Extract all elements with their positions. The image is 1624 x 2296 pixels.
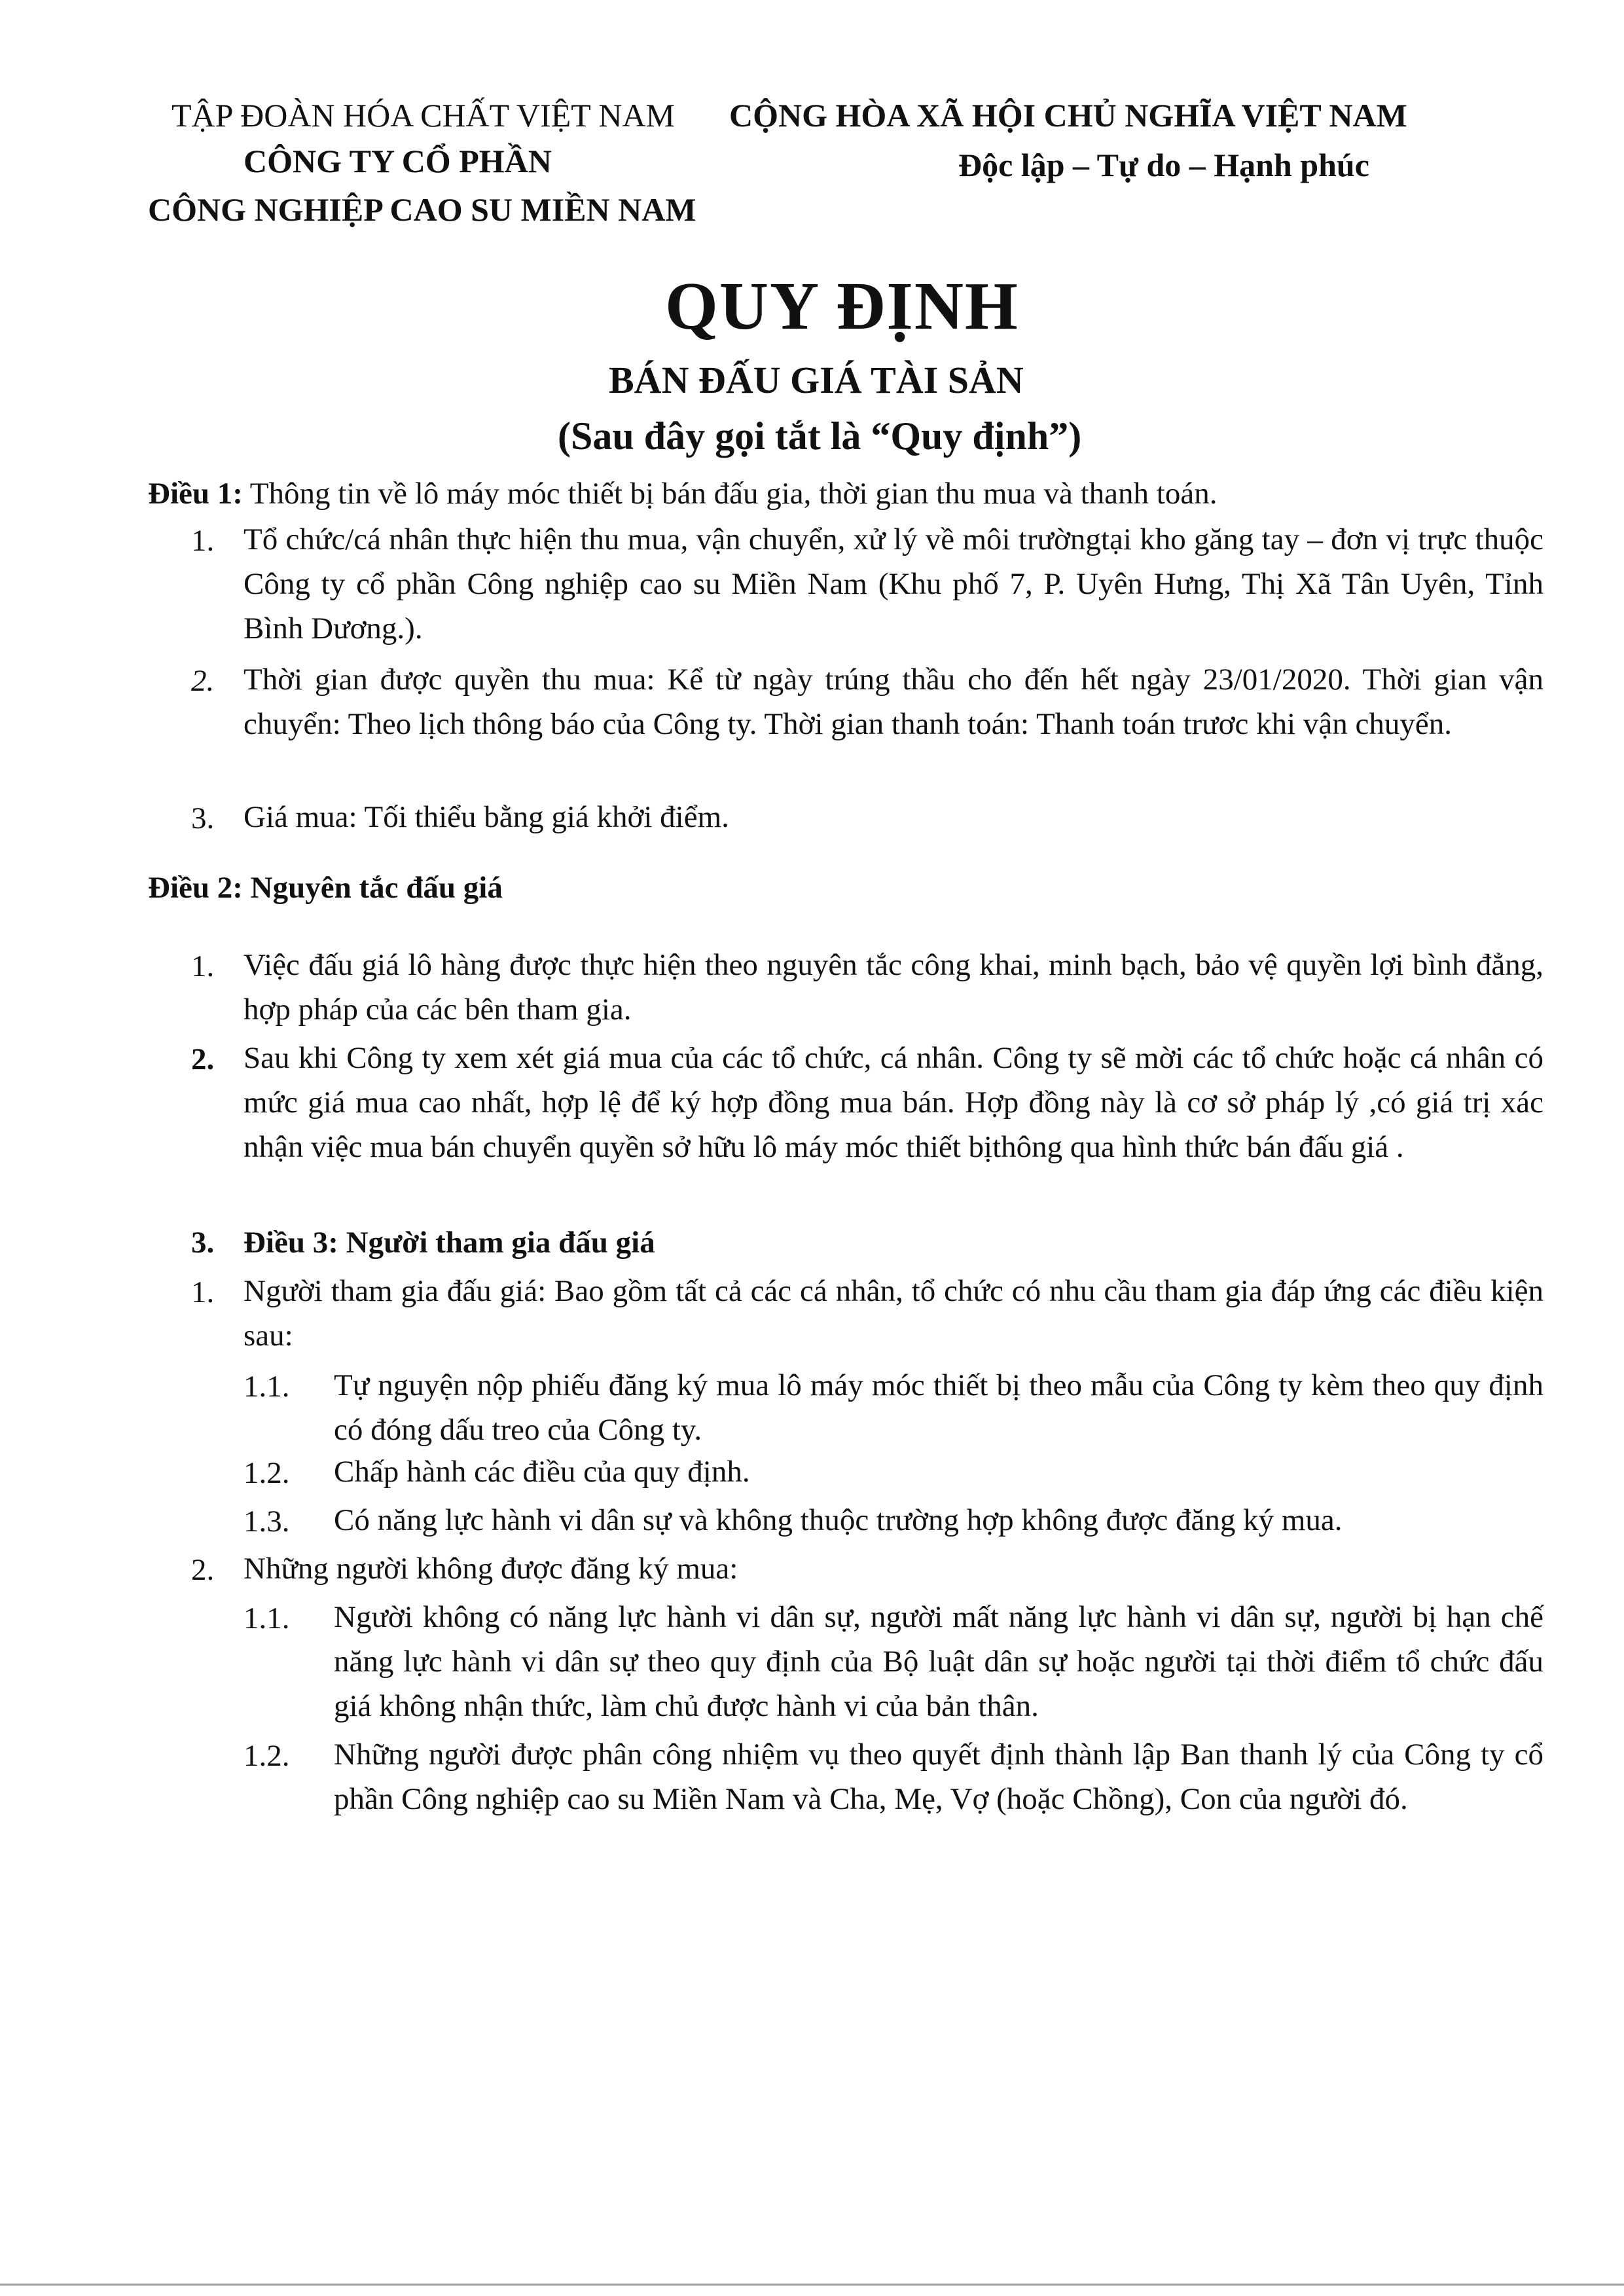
article-3-item-2-num: 2. [191,1553,215,1587]
article-2-item-1-text: Việc đấu giá lô hàng được thực hiện theo nguyên tắc công khai, minh bạch, bảo vệ quyền lợi bình đẳng, hợp pháp của các bên tham gia. [244,948,1543,1027]
article-2-item-1-num: 1. [191,949,215,983]
article-3-sub-1-1-text: Tự nguyện nộp phiếu đăng ký mua lô máy móc thiết bị theo mẫu của Công ty kèm theo quy định có đóng dấu treo của Công ty. [334,1368,1543,1447]
article-3-item-1-num: 1. [191,1275,215,1309]
article-2-item-2-text: Sau khi Công ty xem xét giá mua của các tổ chức, cá nhân. Công ty sẽ mời các tổ chức hoặc cá nhân có mức giá mua cao nhất, hợp lệ để ký hợp đồng mua bán. Hợp đồng này là cơ sở pháp lý ,có giá trị xác nhận việc mua bán chuyển quyền sở hữu lô máy móc thiết bịthông qua hình thức bán đấu giá . [244,1041,1543,1164]
article-3-sub-2-2-num: 1.2. [244,1739,290,1773]
article-3-sub-1-2-num: 1.2. [244,1456,290,1490]
article-3-heading: Điều 3: Người tham gia đấu giá [244,1226,655,1260]
article-2-heading: Điều 2: Nguyên tắc đấu giá [148,871,503,905]
agency-line: TẬP ĐOÀN HÓA CHẤT VIỆT NAM [171,97,676,134]
article-1-item-2-text: Thời gian được quyền thu mua: Kể từ ngày trúng thầu cho đến hết ngày 23/01/2020. Thời gian vận chuyển: Theo lịch thông báo của Công ty. Thời gian thanh toán: Thanh toán trươc khi vận chuyển. [244,663,1543,741]
document-subtitle: BÁN ĐẤU GIÁ TÀI SẢN [609,359,1024,401]
article-1-item-3-text: Giá mua: Tối thiểu bằng giá khởi điểm. [244,800,729,834]
article-1-item-2-num: 2. [191,664,215,698]
national-motto: Độc lập – Tự do – Hạnh phúc [958,147,1369,183]
article-3-sub-2-1-num: 1.1. [244,1601,290,1635]
article-3-sub-1-3-text: Có năng lực hành vi dân sự và không thuộc trường hợp không được đăng ký mua. [334,1503,1343,1537]
article-1-item-3-num: 3. [191,801,215,835]
article-3-sub-2-2-text: Những người được phân công nhiệm vụ theo quyết định thành lập Ban thanh lý của Công ty cổ phần Công nghiệp cao su Miền Nam và Cha, Mẹ, Vợ (hoặc Chồng), Con của người đó. [334,1738,1543,1816]
article-2-item-2-num: 2. [191,1042,215,1076]
article-1-heading-text: Thông tin về lô máy móc thiết bị bán đấu gia, thời gian thu mua và thanh toán. [242,477,1218,511]
article-3-sub-1-1-num: 1.1. [244,1370,290,1404]
document-note: (Sau đây gọi tắt là “Quy định”) [558,414,1082,458]
company-line-2: CÔNG NGHIỆP CAO SU MIỀN NAM [148,191,696,228]
article-3-num: 3. [191,1226,215,1260]
article-1-heading [148,475,1217,512]
document-title: QUY ĐỊNH [665,268,1019,344]
article-3-sub-2-1-text: Người không có năng lực hành vi dân sự, người mất năng lực hành vi dân sự, người bị hạn chế năng lực hành vi dân sự theo quy định của Bộ luật dân sự hoặc người tại thời điểm tổ chức đấu giá không nhận thức, làm chủ được hành vi của bản thân. [334,1600,1543,1723]
article-1-label: Điều 1: [148,477,243,511]
article-1-item-1-num: 1. [191,524,215,558]
article-1-item-1-text: Tổ chức/cá nhân thực hiện thu mua, vận chuyển, xử lý về môi trườngtại kho găng tay – đơn vị trực thuộc Công ty cổ phần Công nghiệp cao su Miền Nam (Khu phố 7, P. Uyên Hưng, Thị Xã Tân Uyên, Tỉnh Bình Dương.). [244,522,1543,646]
article-3-sub-1-3-num: 1.3. [244,1504,290,1539]
article-3-item-1-text: Người tham gia đấu giá: Bao gồm tất cả các cá nhân, tổ chức có nhu cầu tham gia đáp ứng các điều kiện sau: [244,1274,1543,1353]
article-3-item-2-text: Những người không được đăng ký mua: [244,1552,738,1586]
scan-edge-line [0,2284,1624,2286]
company-line-1: CÔNG TY CỔ PHẦN [244,143,552,179]
article-3-sub-1-2-text: Chấp hành các điều của quy định. [334,1455,750,1489]
national-title: CỘNG HÒA XÃ HỘI CHỦ NGHĨA VIỆT NAM [729,97,1407,134]
